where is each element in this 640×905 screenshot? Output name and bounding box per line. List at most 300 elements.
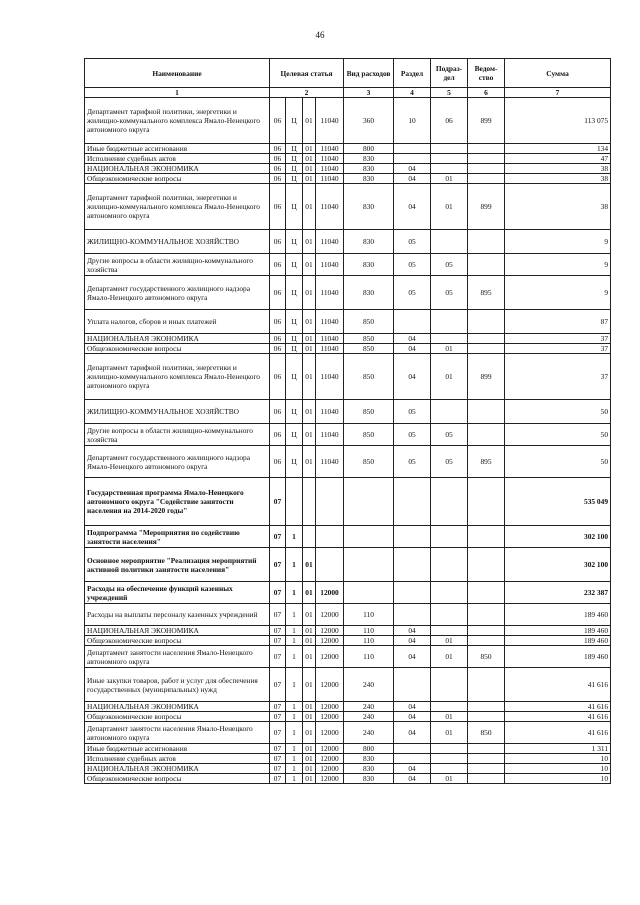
subsection: 01 (431, 636, 468, 646)
table-row (85, 702, 611, 712)
sum-value: 38 (505, 174, 611, 184)
subsection (431, 582, 468, 604)
target-code-program: 06 (270, 164, 286, 174)
department-code (468, 582, 505, 604)
target-code-direction (316, 478, 344, 526)
column-number: 2 (270, 88, 344, 98)
row-name: Департамент занятости населения Ямало-Ненецкого автономного округа (85, 646, 270, 668)
expense-type: 830 (344, 254, 394, 276)
department-code: 899 (468, 354, 505, 400)
subsection (431, 744, 468, 754)
row-name: Расходы на обеспечение функций казенных учреждений (85, 582, 270, 604)
target-code-measure: 01 (303, 668, 316, 702)
table-row (85, 668, 611, 702)
row-name: Департамент тарифной политики, энергетики и жилищно-коммунального комплекса Ямало-Ненецкого автономного округа (85, 184, 270, 230)
department-code (468, 174, 505, 184)
target-code-direction: 11040 (316, 174, 344, 184)
target-code-subprogram: 1 (286, 604, 303, 626)
target-code-subprogram: Ц (286, 154, 303, 164)
department-code (468, 712, 505, 722)
table-row (85, 98, 611, 144)
section (394, 478, 431, 526)
target-code-subprogram: Ц (286, 164, 303, 174)
section: 04 (394, 774, 431, 784)
sum-value: 10 (505, 754, 611, 764)
target-code-subprogram: 1 (286, 774, 303, 784)
target-code-direction: 11040 (316, 310, 344, 334)
row-name: Другие вопросы в области жилищно-коммунального хозяйства (85, 254, 270, 276)
sum-value: 41 616 (505, 722, 611, 744)
expense-type: 830 (344, 230, 394, 254)
expense-type: 110 (344, 646, 394, 668)
subsection: 01 (431, 354, 468, 400)
table-row (85, 310, 611, 334)
sum-value: 189 460 (505, 636, 611, 646)
target-code-subprogram: 1 (286, 582, 303, 604)
target-code-subprogram: 1 (286, 646, 303, 668)
section: 04 (394, 702, 431, 712)
subsection (431, 702, 468, 712)
target-code-measure: 01 (303, 548, 316, 582)
header-name: Наименование (85, 59, 270, 88)
expense-type: 110 (344, 626, 394, 636)
table-row (85, 526, 611, 548)
expense-type: 240 (344, 668, 394, 702)
subsection (431, 310, 468, 334)
sum-value: 41 616 (505, 702, 611, 712)
target-code-program: 07 (270, 526, 286, 548)
target-code-direction: 11040 (316, 154, 344, 164)
target-code-direction: 12000 (316, 754, 344, 764)
row-name: Общеэкономические вопросы (85, 344, 270, 354)
sum-value: 302 100 (505, 548, 611, 582)
target-code-direction: 12000 (316, 774, 344, 784)
table-row (85, 254, 611, 276)
target-code-subprogram: 1 (286, 764, 303, 774)
department-code (468, 764, 505, 774)
target-code-measure: 01 (303, 702, 316, 712)
target-code-direction: 11040 (316, 400, 344, 424)
target-code-measure: 01 (303, 424, 316, 446)
target-code-measure: 01 (303, 184, 316, 230)
header-section: Раздел (394, 59, 431, 88)
sum-value: 47 (505, 154, 611, 164)
header-subsection: Подраз-дел (431, 59, 468, 88)
target-code-program: 07 (270, 478, 286, 526)
table-row (85, 334, 611, 344)
target-code-measure: 01 (303, 774, 316, 784)
target-code-direction: 12000 (316, 722, 344, 744)
target-code-direction: 12000 (316, 702, 344, 712)
table-row (85, 276, 611, 310)
row-name: Департамент тарифной политики, энергетики и жилищно-коммунального комплекса Ямало-Ненецкого автономного округа (85, 354, 270, 400)
section: 05 (394, 400, 431, 424)
row-name: Подпрограмма "Мероприятия по содействию занятости населения" (85, 526, 270, 548)
section (394, 526, 431, 548)
expense-type: 850 (344, 310, 394, 334)
sum-value: 113 075 (505, 98, 611, 144)
row-name: Другие вопросы в области жилищно-коммунального хозяйства (85, 424, 270, 446)
target-code-subprogram: Ц (286, 424, 303, 446)
target-code-program: 06 (270, 344, 286, 354)
subsection (431, 144, 468, 154)
sum-value: 302 100 (505, 526, 611, 548)
row-name: Расходы на выплаты персоналу казенных учреждений (85, 604, 270, 626)
column-number: 6 (468, 88, 505, 98)
section: 04 (394, 626, 431, 636)
section: 04 (394, 184, 431, 230)
subsection: 01 (431, 184, 468, 230)
expense-type (344, 548, 394, 582)
target-code-program: 06 (270, 98, 286, 144)
section: 04 (394, 722, 431, 744)
target-code-subprogram: 1 (286, 702, 303, 712)
subsection: 01 (431, 174, 468, 184)
target-code-measure: 01 (303, 230, 316, 254)
expense-type: 830 (344, 754, 394, 764)
target-code-program: 07 (270, 722, 286, 744)
section: 05 (394, 230, 431, 254)
expense-type: 850 (344, 446, 394, 478)
target-code-direction: 12000 (316, 744, 344, 754)
subsection (431, 478, 468, 526)
expense-type: 800 (344, 144, 394, 154)
section: 04 (394, 646, 431, 668)
target-code-measure: 01 (303, 164, 316, 174)
row-name: Исполнение судебных актов (85, 754, 270, 764)
department-code (468, 400, 505, 424)
expense-type: 830 (344, 184, 394, 230)
expense-type: 830 (344, 174, 394, 184)
table-row (85, 712, 611, 722)
target-code-direction: 11040 (316, 144, 344, 154)
sum-value: 9 (505, 276, 611, 310)
target-code-subprogram: Ц (286, 400, 303, 424)
target-code-direction: 12000 (316, 636, 344, 646)
target-code-program: 07 (270, 774, 286, 784)
subsection: 05 (431, 276, 468, 310)
column-number: 5 (431, 88, 468, 98)
target-code-program: 06 (270, 254, 286, 276)
target-code-measure: 01 (303, 604, 316, 626)
section: 04 (394, 334, 431, 344)
target-code-direction: 11040 (316, 276, 344, 310)
target-code-subprogram: Ц (286, 254, 303, 276)
expense-type: 830 (344, 774, 394, 784)
target-code-measure: 01 (303, 344, 316, 354)
department-code (468, 754, 505, 764)
section: 04 (394, 164, 431, 174)
expense-type: 360 (344, 98, 394, 144)
section: 05 (394, 254, 431, 276)
expense-type (344, 582, 394, 604)
target-code-measure: 01 (303, 636, 316, 646)
department-code (468, 254, 505, 276)
department-code (468, 702, 505, 712)
subsection (431, 754, 468, 764)
target-code-measure: 01 (303, 722, 316, 744)
target-code-direction: 12000 (316, 582, 344, 604)
subsection (431, 526, 468, 548)
subsection (431, 668, 468, 702)
expense-type: 830 (344, 164, 394, 174)
target-code-subprogram: 1 (286, 712, 303, 722)
subsection: 05 (431, 424, 468, 446)
target-code-program: 06 (270, 276, 286, 310)
section: 04 (394, 764, 431, 774)
subsection: 01 (431, 712, 468, 722)
department-code: 850 (468, 646, 505, 668)
target-code-subprogram: 1 (286, 626, 303, 636)
sum-value: 9 (505, 230, 611, 254)
target-code-measure (303, 526, 316, 548)
department-code (468, 230, 505, 254)
department-code (468, 344, 505, 354)
target-code-program: 06 (270, 184, 286, 230)
target-code-direction: 12000 (316, 764, 344, 774)
budget-table (84, 58, 611, 784)
department-code (468, 526, 505, 548)
target-code-measure: 01 (303, 276, 316, 310)
header-row (85, 59, 611, 88)
target-code-measure (303, 478, 316, 526)
target-code-measure: 01 (303, 154, 316, 164)
table-row (85, 184, 611, 230)
target-code-subprogram: 1 (286, 548, 303, 582)
target-code-direction: 12000 (316, 668, 344, 702)
column-number: 4 (394, 88, 431, 98)
sum-value: 189 460 (505, 646, 611, 668)
target-code-direction: 12000 (316, 626, 344, 636)
sum-value: 87 (505, 310, 611, 334)
expense-type: 830 (344, 154, 394, 164)
header-sum: Сумма (505, 59, 611, 88)
section: 04 (394, 344, 431, 354)
section (394, 548, 431, 582)
sum-value: 41 616 (505, 668, 611, 702)
department-code (468, 164, 505, 174)
target-code-program: 07 (270, 754, 286, 764)
department-code (468, 424, 505, 446)
expense-type: 240 (344, 722, 394, 744)
target-code-program: 07 (270, 548, 286, 582)
department-code (468, 548, 505, 582)
sum-value: 1 311 (505, 744, 611, 754)
table-row (85, 230, 611, 254)
sum-value: 37 (505, 334, 611, 344)
target-code-measure: 01 (303, 334, 316, 344)
subsection (431, 400, 468, 424)
subsection: 01 (431, 646, 468, 668)
target-code-program: 07 (270, 604, 286, 626)
subsection (431, 764, 468, 774)
department-code (468, 668, 505, 702)
target-code-subprogram: 1 (286, 636, 303, 646)
target-code-program: 06 (270, 174, 286, 184)
section (394, 754, 431, 764)
target-code-program: 06 (270, 334, 286, 344)
row-name: Государственная программа Ямало-Ненецкого автономного округа "Содействие занятости населения на 2014-2020 годы" (85, 478, 270, 526)
target-code-program: 06 (270, 154, 286, 164)
subsection: 05 (431, 254, 468, 276)
row-name: ЖИЛИЩНО-КОММУНАЛЬНОЕ ХОЗЯЙСТВО (85, 230, 270, 254)
target-code-measure: 01 (303, 98, 316, 144)
target-code-program: 07 (270, 668, 286, 702)
sum-value: 232 387 (505, 582, 611, 604)
expense-type: 110 (344, 604, 394, 626)
subsection: 01 (431, 722, 468, 744)
page-number: 46 (315, 30, 325, 40)
target-code-measure: 01 (303, 582, 316, 604)
target-code-subprogram (286, 478, 303, 526)
target-code-subprogram: Ц (286, 184, 303, 230)
section (394, 310, 431, 334)
section: 10 (394, 98, 431, 144)
table-body (85, 98, 611, 784)
table-row (85, 174, 611, 184)
expense-type (344, 478, 394, 526)
row-name: Общеэкономические вопросы (85, 712, 270, 722)
sum-value: 38 (505, 184, 611, 230)
row-name: НАЦИОНАЛЬНАЯ ЭКОНОМИКА (85, 626, 270, 636)
department-code: 899 (468, 184, 505, 230)
row-name: НАЦИОНАЛЬНАЯ ЭКОНОМИКА (85, 764, 270, 774)
target-code-program: 07 (270, 626, 286, 636)
target-code-program: 06 (270, 310, 286, 334)
target-code-direction: 12000 (316, 712, 344, 722)
target-code-program: 07 (270, 764, 286, 774)
sum-value: 50 (505, 446, 611, 478)
target-code-program: 06 (270, 354, 286, 400)
row-name: Департамент тарифной политики, энергетики и жилищно-коммунального комплекса Ямало-Ненецкого автономного округа (85, 98, 270, 144)
sum-value: 10 (505, 774, 611, 784)
target-code-program: 06 (270, 144, 286, 154)
department-code (468, 636, 505, 646)
table-row (85, 344, 611, 354)
target-code-subprogram: 1 (286, 744, 303, 754)
section: 05 (394, 276, 431, 310)
target-code-direction: 11040 (316, 254, 344, 276)
header-expense-type: Вид расходов (344, 59, 394, 88)
department-code (468, 334, 505, 344)
expense-type: 850 (344, 334, 394, 344)
row-name: Общеэкономические вопросы (85, 774, 270, 784)
department-code: 895 (468, 446, 505, 478)
table-row (85, 424, 611, 446)
expense-type: 850 (344, 354, 394, 400)
section (394, 154, 431, 164)
department-code (468, 774, 505, 784)
row-name: НАЦИОНАЛЬНАЯ ЭКОНОМИКА (85, 702, 270, 712)
table-row (85, 626, 611, 636)
target-code-direction: 11040 (316, 98, 344, 144)
expense-type (344, 526, 394, 548)
table-row (85, 604, 611, 626)
department-code: 899 (468, 98, 505, 144)
target-code-subprogram: Ц (286, 310, 303, 334)
subsection (431, 548, 468, 582)
target-code-subprogram: Ц (286, 98, 303, 144)
row-name: Общеэкономические вопросы (85, 636, 270, 646)
row-name: Департамент государственного жилищного надзора Ямало-Ненецкого автономного округа (85, 276, 270, 310)
department-code (468, 310, 505, 334)
section: 05 (394, 424, 431, 446)
table-row (85, 774, 611, 784)
row-name: Иные бюджетные ассигнования (85, 744, 270, 754)
table-row (85, 478, 611, 526)
target-code-direction: 11040 (316, 230, 344, 254)
target-code-direction: 11040 (316, 184, 344, 230)
table-row (85, 636, 611, 646)
sum-value: 41 616 (505, 712, 611, 722)
section: 04 (394, 712, 431, 722)
target-code-measure: 01 (303, 626, 316, 636)
section: 05 (394, 446, 431, 478)
target-code-program: 07 (270, 744, 286, 754)
target-code-direction (316, 526, 344, 548)
section (394, 604, 431, 626)
row-name: Исполнение судебных актов (85, 154, 270, 164)
target-code-subprogram: 1 (286, 722, 303, 744)
table-row (85, 744, 611, 754)
column-number-row (85, 88, 611, 98)
target-code-program: 06 (270, 424, 286, 446)
sum-value: 134 (505, 144, 611, 154)
row-name: НАЦИОНАЛЬНАЯ ЭКОНОМИКА (85, 334, 270, 344)
row-name: Общеэкономические вопросы (85, 174, 270, 184)
target-code-program: 07 (270, 712, 286, 722)
column-number: 1 (85, 88, 270, 98)
target-code-subprogram: 1 (286, 526, 303, 548)
section (394, 144, 431, 154)
target-code-program: 06 (270, 446, 286, 478)
sum-value: 189 460 (505, 626, 611, 636)
target-code-direction: 12000 (316, 646, 344, 668)
target-code-measure: 01 (303, 764, 316, 774)
expense-type: 240 (344, 712, 394, 722)
table-row (85, 144, 611, 154)
target-code-subprogram: Ц (286, 446, 303, 478)
expense-type: 850 (344, 400, 394, 424)
department-code (468, 478, 505, 526)
sum-value: 10 (505, 764, 611, 774)
sum-value: 535 049 (505, 478, 611, 526)
target-code-subprogram: Ц (286, 354, 303, 400)
department-code (468, 604, 505, 626)
column-number: 3 (344, 88, 394, 98)
target-code-measure: 01 (303, 354, 316, 400)
table-row (85, 582, 611, 604)
table-row (85, 646, 611, 668)
target-code-direction: 11040 (316, 164, 344, 174)
table-row (85, 754, 611, 764)
subsection: 06 (431, 98, 468, 144)
sum-value: 50 (505, 424, 611, 446)
subsection: 05 (431, 446, 468, 478)
target-code-subprogram: Ц (286, 334, 303, 344)
expense-type: 850 (344, 424, 394, 446)
subsection (431, 154, 468, 164)
row-name: Департамент государственного жилищного надзора Ямало-Ненецкого автономного округа (85, 446, 270, 478)
section (394, 582, 431, 604)
target-code-measure: 01 (303, 754, 316, 764)
expense-type: 110 (344, 636, 394, 646)
target-code-subprogram: Ц (286, 144, 303, 154)
target-code-measure: 01 (303, 446, 316, 478)
target-code-program: 07 (270, 702, 286, 712)
header-target-article: Целевая статья (270, 59, 344, 88)
sum-value: 50 (505, 400, 611, 424)
